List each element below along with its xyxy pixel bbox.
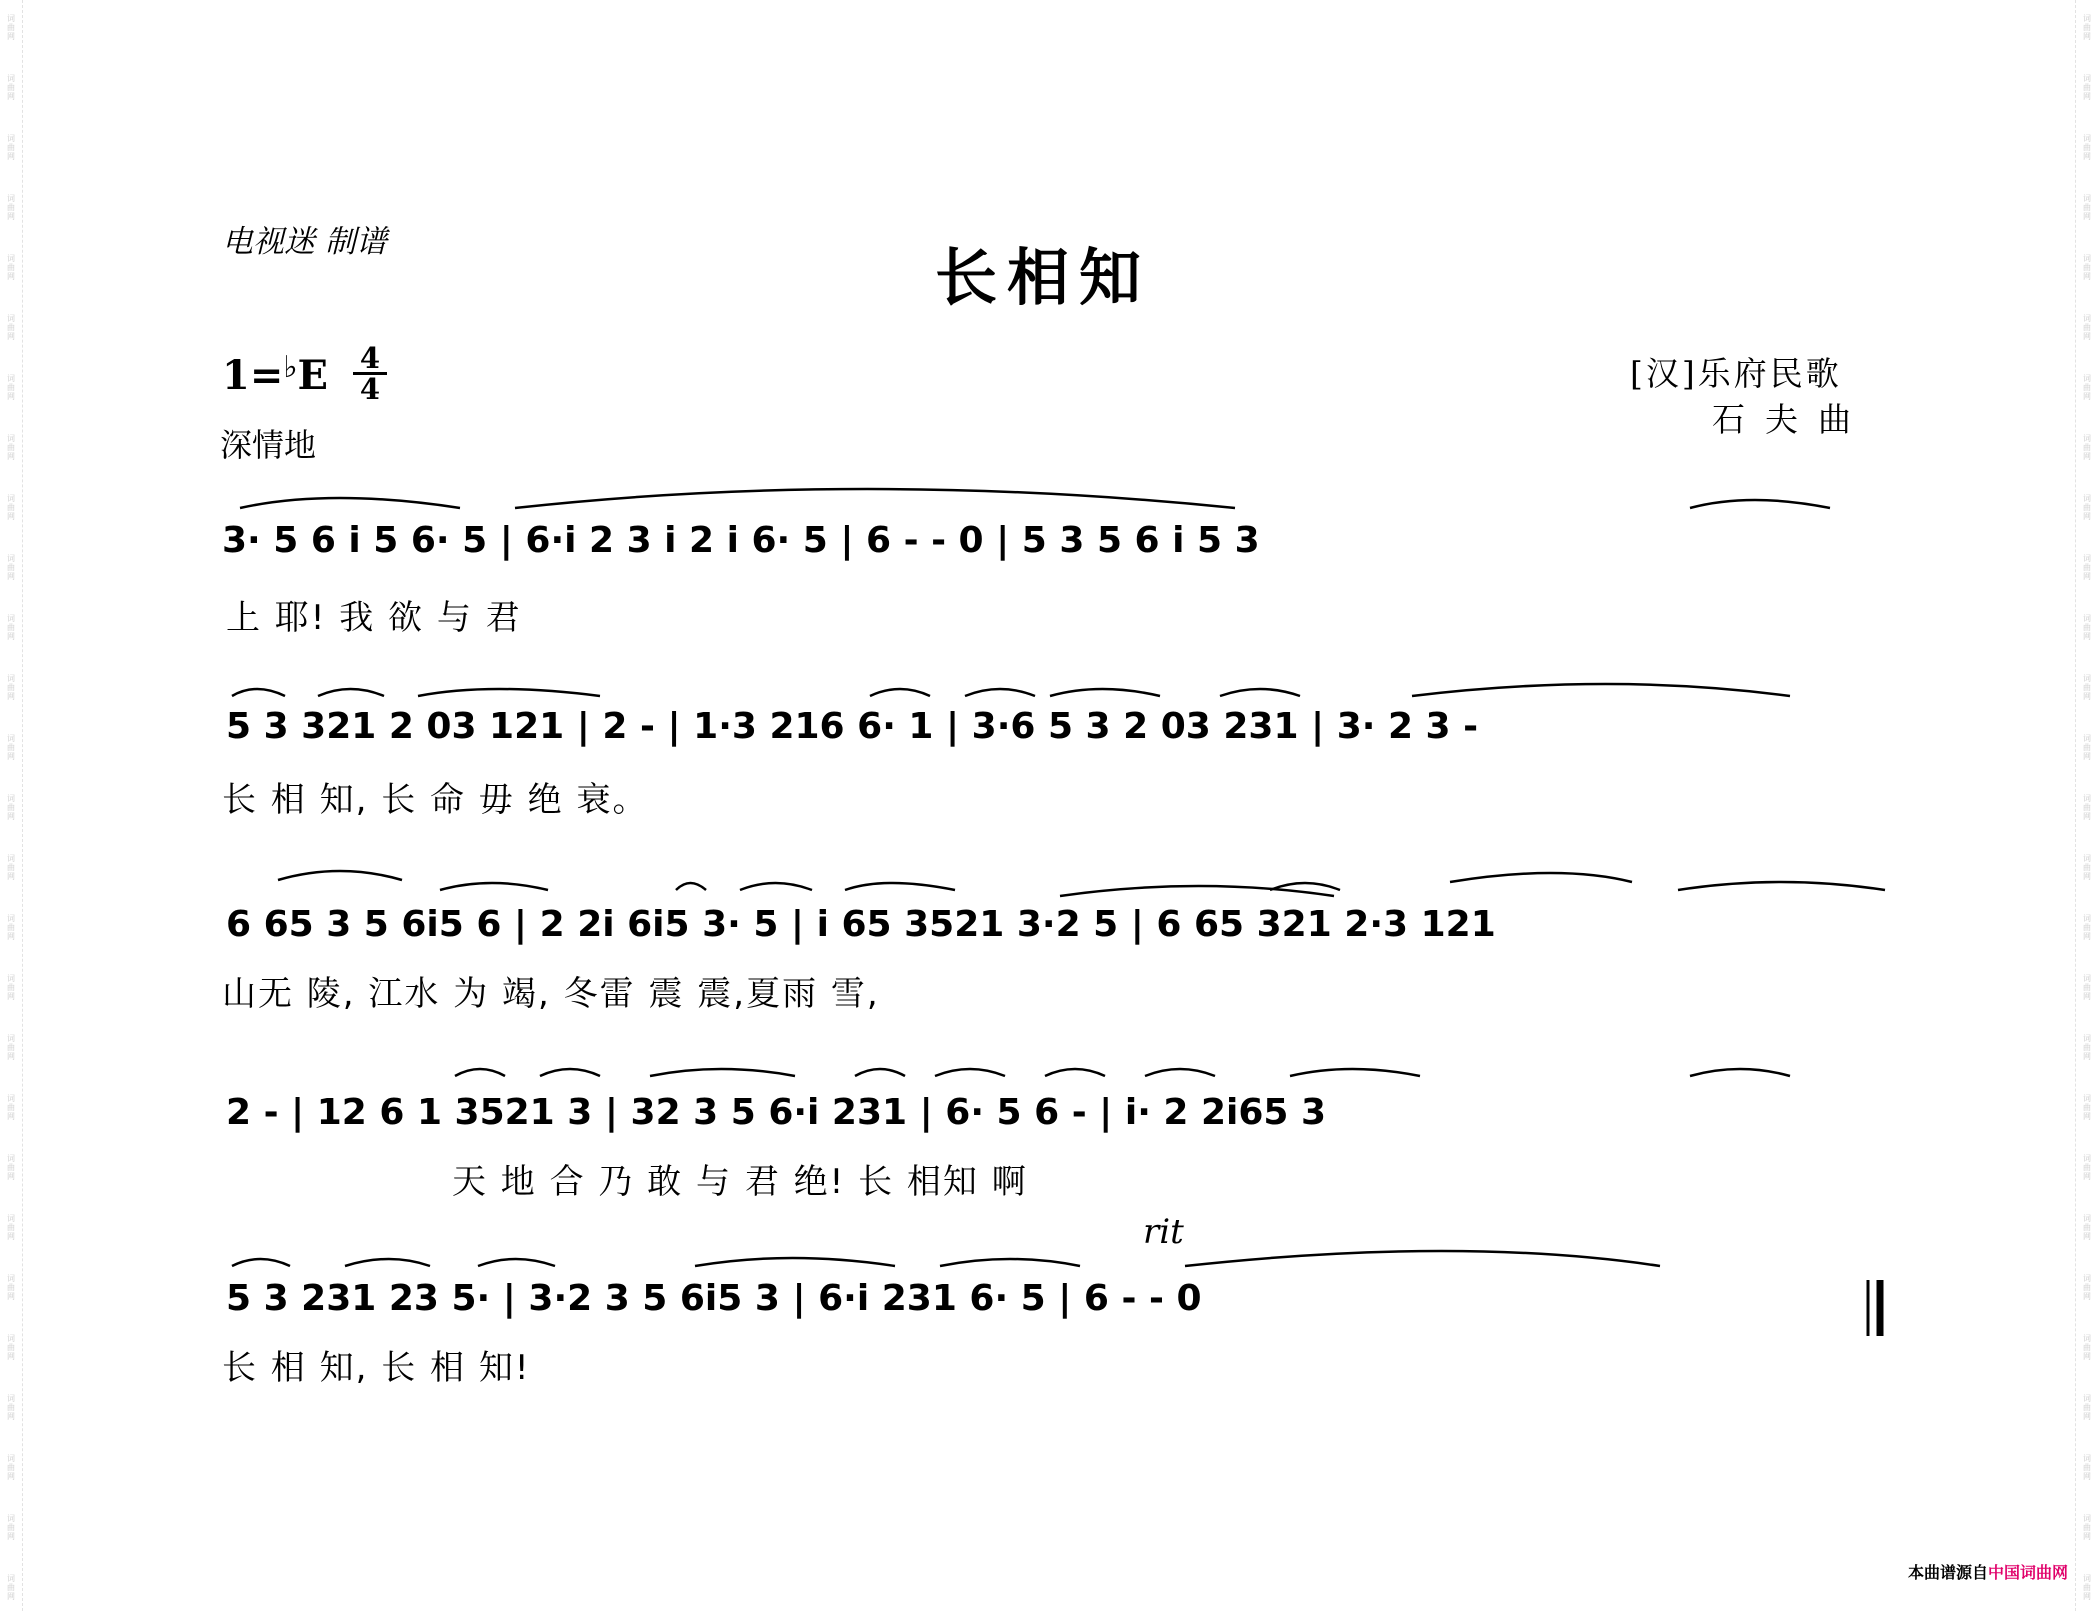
- watermark-mark: 词 曲 网: [7, 1454, 15, 1481]
- slur-20: [1678, 882, 1885, 890]
- watermark-mark: 词 曲 网: [2083, 1514, 2091, 1541]
- slur-29: [1690, 1069, 1790, 1076]
- notation-line-1: 3· 5 6 i 5 6· 5 | 6·i 2 3 i 2 i 6· 5 | 6 - - 0 | 5 3 5 6 i 5 3: [222, 520, 1260, 561]
- key-prefix: 1=: [222, 352, 284, 399]
- watermark-mark: 词 曲 网: [2083, 314, 2091, 341]
- slur-35: [1185, 1251, 1660, 1266]
- watermark-mark: 词 曲 网: [7, 914, 15, 941]
- slur-31: [345, 1259, 430, 1266]
- slur-3: [1690, 500, 1830, 508]
- watermark-mark: 词 曲 网: [2083, 674, 2091, 701]
- slur-23: [650, 1069, 795, 1076]
- lyric-line-2: 长 相 知, 长 命 毋 绝 衰。: [222, 780, 649, 820]
- lyric-line-3: 山无 陵, 江水 为 竭, 冬雷 震 震,夏雨 雪,: [222, 974, 880, 1014]
- footer-site-link[interactable]: 中国词曲网: [1987, 1563, 2068, 1582]
- watermark-mark: 词 曲 网: [7, 1514, 15, 1541]
- slur-9: [1050, 689, 1160, 696]
- slur-16: [740, 883, 812, 890]
- watermark-mark: 词 曲 网: [7, 194, 15, 221]
- meter-denominator: 4: [353, 372, 387, 403]
- watermark-mark: 词 曲 网: [7, 314, 15, 341]
- watermark-mark: 词 曲 网: [7, 734, 15, 761]
- watermark-mark: 词 曲 网: [7, 1094, 15, 1121]
- key-letter: E: [297, 352, 329, 399]
- watermark-mark: 词 曲 网: [2083, 1394, 2091, 1421]
- slur-10: [1220, 689, 1300, 696]
- slur-11: [1412, 684, 1790, 696]
- watermark-mark: 词 曲 网: [7, 1394, 15, 1421]
- watermark-mark: 词 曲 网: [7, 794, 15, 821]
- watermark-mark: 词 曲 网: [7, 614, 15, 641]
- watermark-mark: 词 曲 网: [7, 1574, 15, 1601]
- song-title: 长相知: [935, 241, 1152, 314]
- slur-2: [515, 489, 1235, 508]
- slur-25: [935, 1069, 1005, 1076]
- composer-credit: 石夫曲: [1712, 400, 1871, 439]
- watermark-mark: 词 曲 网: [7, 854, 15, 881]
- slur-19: [1450, 873, 1632, 882]
- watermark-mark: 词 曲 网: [2083, 14, 2091, 41]
- watermark-mark: 词 曲 网: [7, 434, 15, 461]
- watermark-mark: 词 曲 网: [2083, 734, 2091, 761]
- slur-27: [1145, 1069, 1215, 1076]
- slur-28: [1290, 1069, 1420, 1076]
- watermark-mark: 词 曲 网: [7, 374, 15, 401]
- slur-14: [440, 883, 548, 890]
- watermark-mark: 词 曲 网: [7, 974, 15, 1001]
- slur-5: [318, 689, 384, 696]
- slur-32: [478, 1259, 555, 1266]
- watermark-mark: 词 曲 网: [7, 134, 15, 161]
- watermark-mark: 词 曲 网: [7, 1274, 15, 1301]
- watermark-mark: 词 曲 网: [2083, 1154, 2091, 1181]
- slur-26: [1045, 1069, 1105, 1076]
- watermark-mark: 词 曲 网: [7, 14, 15, 41]
- slur-4: [232, 689, 285, 696]
- watermark-mark: 词 曲 网: [2083, 914, 2091, 941]
- lyricist-credit: [汉]乐府民歌: [1630, 354, 1842, 393]
- lyric-line-1: 上 耶! 我 欲 与 君: [226, 598, 522, 638]
- slur-17: [845, 883, 955, 890]
- slur-21: [455, 1069, 505, 1076]
- watermark-mark: 词 曲 网: [2083, 194, 2091, 221]
- watermark-mark: 词 曲 网: [7, 1034, 15, 1061]
- watermark-mark: 词 曲 网: [2083, 434, 2091, 461]
- watermark-mark: 词 曲 网: [2083, 1574, 2091, 1601]
- slur-8: [965, 689, 1035, 696]
- watermark-mark: 词 曲 网: [7, 1334, 15, 1361]
- flat-sign: ♭: [283, 350, 298, 385]
- watermark-mark: 词 曲 网: [2083, 1274, 2091, 1301]
- watermark-mark: 词 曲 网: [2083, 374, 2091, 401]
- watermark-mark: 词 曲 网: [2083, 854, 2091, 881]
- slur-22: [540, 1069, 600, 1076]
- watermark-mark: 词 曲 网: [2083, 614, 2091, 641]
- notation-line-2: 5 3 321 2 03 121 | 2 - | 1·3 216 6· 1 | 3·6 5 3 2 03 231 | 3· 2 3 -: [226, 706, 1479, 747]
- slur-13: [278, 871, 402, 880]
- watermark-mark: 词 曲 网: [7, 1154, 15, 1181]
- notation-line-4: 2 - | 12 6 1 3521 3 | 32 3 5 6·i 231 | 6· 5 6 - | i· 2 2i65 3: [226, 1092, 1327, 1133]
- watermark-mark: 词 曲 网: [2083, 794, 2091, 821]
- watermark-mark: 词 曲 网: [7, 674, 15, 701]
- watermark-mark: 词 曲 网: [7, 74, 15, 101]
- watermark-mark: 词 曲 网: [7, 254, 15, 281]
- watermark-mark: 词 曲 网: [2083, 1334, 2091, 1361]
- slur-6: [418, 689, 600, 696]
- transcriber-credit: 电视迷 制谱: [222, 224, 387, 260]
- slur-33: [695, 1258, 895, 1266]
- watermark-mark: 词 曲 网: [2083, 1214, 2091, 1241]
- slur-15: [676, 883, 706, 890]
- watermark-mark: 词 曲 网: [2083, 1454, 2091, 1481]
- watermark-mark: 词 曲 网: [2083, 974, 2091, 1001]
- watermark-mark: 词 曲 网: [2083, 554, 2091, 581]
- watermark-mark: 词 曲 网: [2083, 1034, 2091, 1061]
- slur-7: [870, 689, 930, 696]
- ritardando-marking: rit: [1143, 1212, 1184, 1252]
- lyric-line-5: 长 相 知, 长 相 知!: [222, 1348, 531, 1388]
- watermark-mark: 词 曲 网: [2083, 1094, 2091, 1121]
- watermark-mark: 词 曲 网: [2083, 134, 2091, 161]
- watermark-mark: 词 曲 网: [7, 494, 15, 521]
- watermark-mark: 词 曲 网: [2083, 74, 2091, 101]
- slur-12: [1060, 886, 1334, 896]
- lyric-line-4: 天 地 合 乃 敢 与 君 绝! 长 相知 啊: [452, 1162, 1028, 1202]
- watermark-mark: 词 曲 网: [7, 1214, 15, 1241]
- notation-line-5: 5 3 231 23 5· | 3·2 3 5 6i5 3 | 6·i 231 6· 5 | 6 - - 0: [226, 1278, 1202, 1319]
- watermark-mark: 词 曲 网: [7, 554, 15, 581]
- watermark-mark: 词 曲 网: [2083, 254, 2091, 281]
- watermark-mark: 词 曲 网: [2083, 494, 2091, 521]
- footer-source-label: 本曲谱源自: [1907, 1563, 1988, 1582]
- meter-numerator: 4: [359, 341, 381, 375]
- slur-24: [855, 1069, 905, 1076]
- slur-34: [940, 1259, 1080, 1266]
- slur-30: [232, 1259, 290, 1266]
- tempo-marking: 深情地: [220, 426, 317, 464]
- notation-line-3: 6 65 3 5 6i5 6 | 2 2i 6i5 3· 5 | i 65 3521 3·2 5 | 6 65 321 2·3 121: [226, 904, 1496, 945]
- slur-1: [240, 498, 460, 508]
